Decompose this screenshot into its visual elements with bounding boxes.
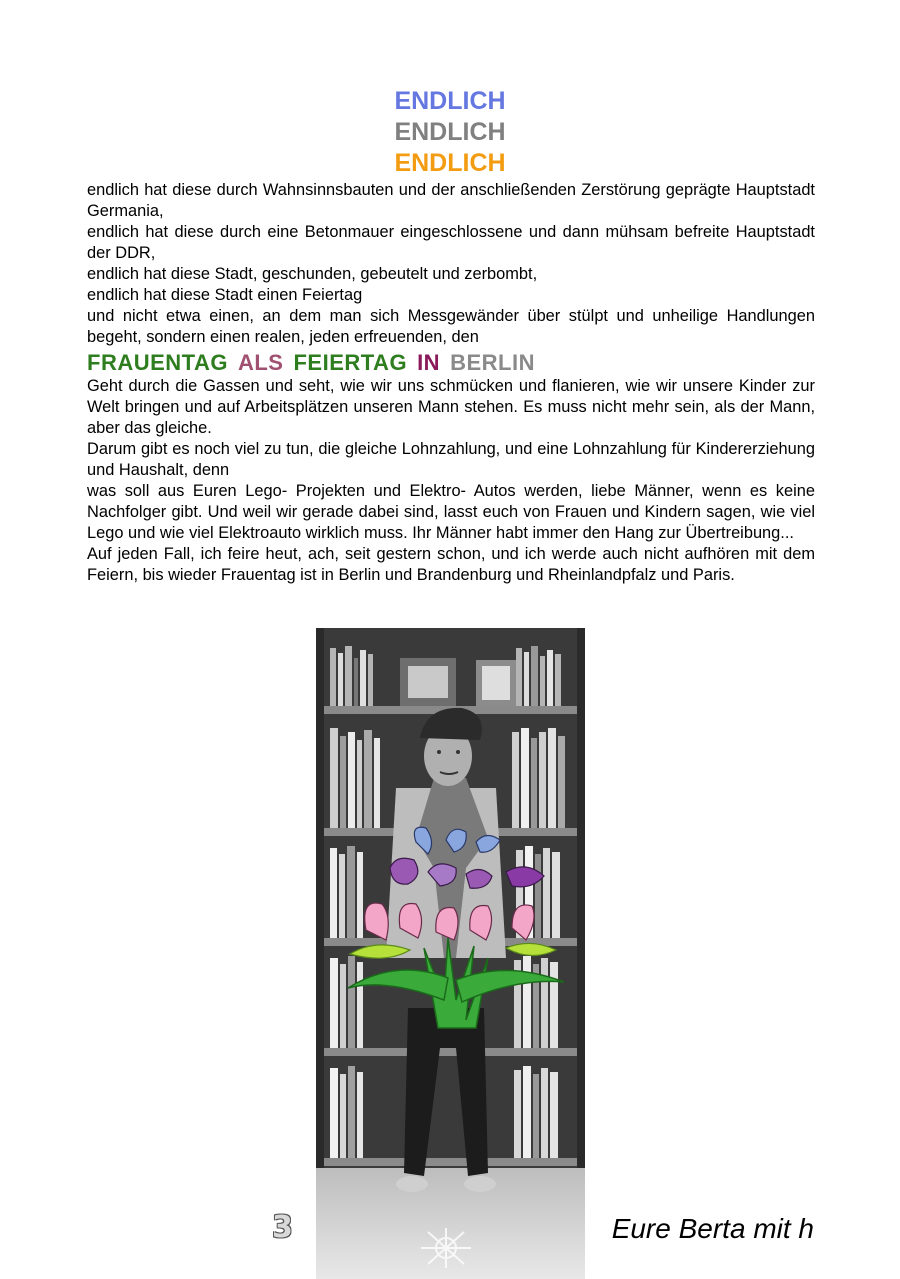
intro-text-block xyxy=(87,180,815,348)
heading-endlich-3: ENDLICH xyxy=(394,149,506,177)
page-number: 3 xyxy=(272,1210,293,1245)
paragraph: endlich hat diese durch Wahnsinnsbauten und der anschließenden Zerstörung geprägte Hauptstadt Germania, xyxy=(87,181,815,220)
subtitle-word: IN xyxy=(417,350,441,375)
heading-endlich-2: ENDLICH xyxy=(394,118,506,146)
subtitle-word: FEIERTAG xyxy=(293,350,408,375)
paragraph: was soll aus Euren Lego- Projekten und Elektro- Autos werden, liebe Männer, wenn es keine Nachfolger gibt. Und weil wir gerade dabei sind, lasst euch von Frauen und Kindern sagen, wie viel Lego und wie viel Elektroauto wirklich muss. Ihr Männer habt immer den Hang zur Übertreibung... xyxy=(87,482,815,542)
paragraph: Darum gibt es noch viel zu tun, die gleiche Lohnzahlung, und eine Lohnzahlung für Kindererziehung und Haushalt, denn xyxy=(87,440,815,479)
paragraph: endlich hat diese durch eine Betonmauer eingeschlossene und dann mühsam befreite Hauptstadt der DDR, xyxy=(87,223,815,262)
heading-endlich-1: ENDLICH xyxy=(394,87,506,115)
subtitle-word: ALS xyxy=(237,350,284,375)
subtitle-word: BERLIN xyxy=(450,350,535,375)
main-text-block xyxy=(87,376,815,586)
photo-man-with-flowers xyxy=(316,628,585,1279)
paragraph: Geht durch die Gassen und seht, wie wir uns schmücken und flanieren, wie wir unsere Kinder zur Welt bringen und auf Arbeitsplätzen unseren Mann stehen. Es muss nicht mehr sein, als der Mann, aber das gleiche. xyxy=(87,377,815,437)
subtitle-frauentag xyxy=(87,350,815,376)
paragraph: Auf jeden Fall, ich feire heut, ach, seit gestern schon, und ich werde auch nicht aufhören mit dem Feiern, bis wieder Frauentag ist in Berlin und Brandenburg und Rheinlandpfalz und Paris. xyxy=(87,545,815,584)
signature: Eure Berta mit h xyxy=(611,1213,814,1244)
paragraph: und nicht etwa einen, an dem man sich Messgewänder über stülpt und unheilige Handlungen begeht, sondern einen realen, jeden erfreuenden, den xyxy=(87,307,815,346)
subtitle-word: FRAUENTAG xyxy=(87,350,228,375)
paragraph: endlich hat diese Stadt, geschunden, gebeutelt und zerbombt, xyxy=(87,265,538,283)
paragraph: endlich hat diese Stadt einen Feiertag xyxy=(87,286,363,304)
